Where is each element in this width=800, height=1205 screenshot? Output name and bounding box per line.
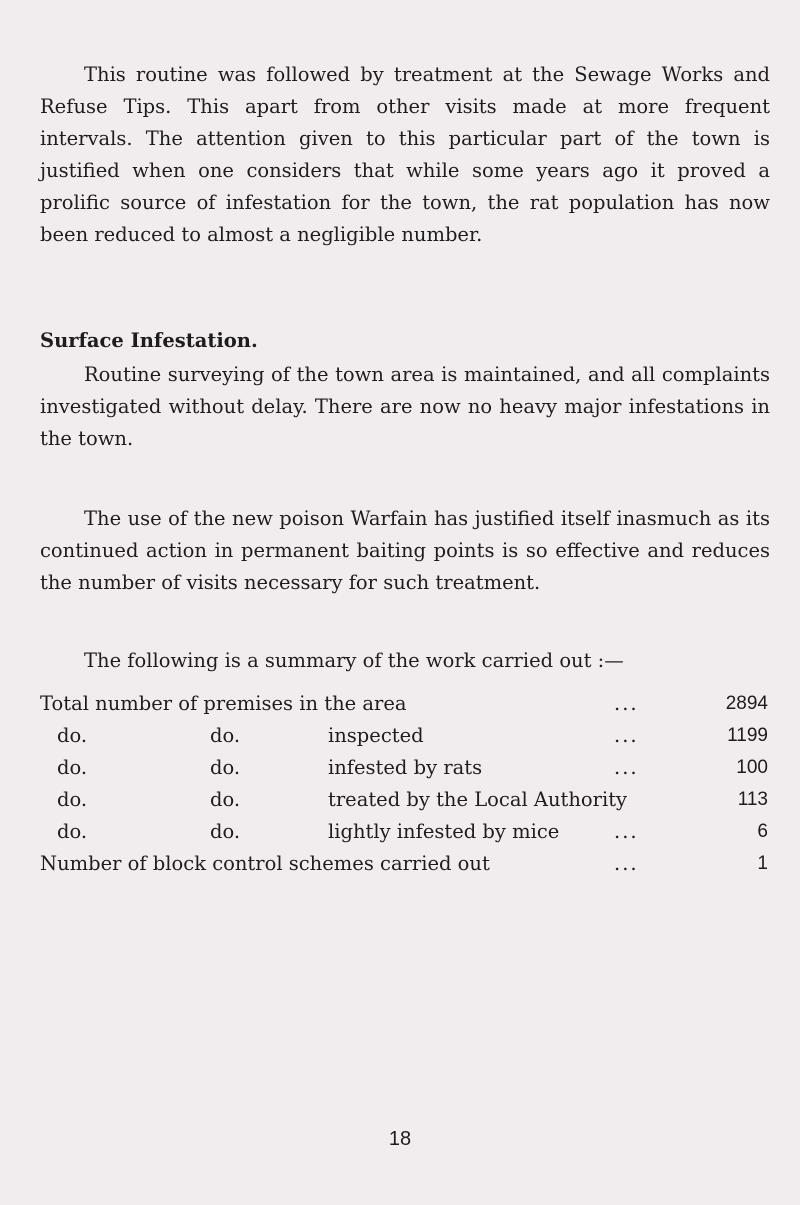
- body-paragraph-warfain: The use of the new poison Warfain has justified itself inasmuch as its continued action in permanent baiting points is so effective and reduces the number of visits necessary for such treatment.: [40, 507, 770, 594]
- summary-label: lightly infested by mice: [328, 820, 560, 843]
- page-number: 18: [388, 1128, 412, 1150]
- summary-value: 1: [757, 853, 768, 874]
- ditto-mark: do.: [210, 788, 241, 811]
- ditto-mark: do.: [57, 820, 88, 843]
- summary-value: 2894: [725, 693, 768, 714]
- summary-value: 113: [737, 789, 768, 810]
- summary-row-infested-by-rats: [40, 752, 780, 784]
- summary-row-infested-by-mice: [40, 816, 780, 848]
- leader-dots: ...: [614, 852, 639, 875]
- summary-row-treated: [40, 784, 780, 816]
- summary-intro: The following is a summary of the work carried out :—: [84, 649, 624, 672]
- leader-dots: ...: [614, 820, 639, 843]
- summary-label: infested by rats: [328, 756, 483, 779]
- section-heading: Surface Infestation.: [40, 329, 258, 352]
- summary-label: inspected: [328, 724, 424, 747]
- ditto-mark: do.: [57, 756, 88, 779]
- ditto-mark: do.: [57, 788, 88, 811]
- summary-value: 6: [757, 821, 768, 842]
- leader-dots: ...: [614, 724, 639, 747]
- summary-label: Number of block control schemes carried out: [40, 852, 490, 875]
- leader-dots: ...: [614, 756, 639, 779]
- summary-label: Total number of premises in the area: [40, 692, 407, 715]
- summary-row-total-premises: [40, 688, 780, 720]
- summary-value: 100: [736, 757, 768, 778]
- ditto-mark: do.: [57, 724, 88, 747]
- leader-dots: ...: [614, 692, 639, 715]
- ditto-mark: do.: [210, 820, 241, 843]
- summary-label: treated by the Local Authority: [328, 788, 628, 811]
- summary-value: 1199: [727, 725, 768, 746]
- ditto-mark: do.: [210, 724, 241, 747]
- summary-table: [40, 688, 780, 880]
- body-paragraph-routine-surveying: Routine surveying of the town area is maintained, and all complaints investigated without delay. There are now no heavy major infestations in the town.: [40, 363, 770, 450]
- ditto-mark: do.: [210, 756, 241, 779]
- body-paragraph-sewage-works: This routine was followed by treatment at the Sewage Works and Refuse Tips. This apart from other visits made at more frequent intervals. The attention given to this particular part of the town is justified when one considers that while some years ago it proved a prolific source of infestation for the town, the rat population has now been reduced to almost a negligible number.: [40, 63, 770, 246]
- summary-row-block-control: [40, 848, 780, 880]
- summary-row-inspected: [40, 720, 780, 752]
